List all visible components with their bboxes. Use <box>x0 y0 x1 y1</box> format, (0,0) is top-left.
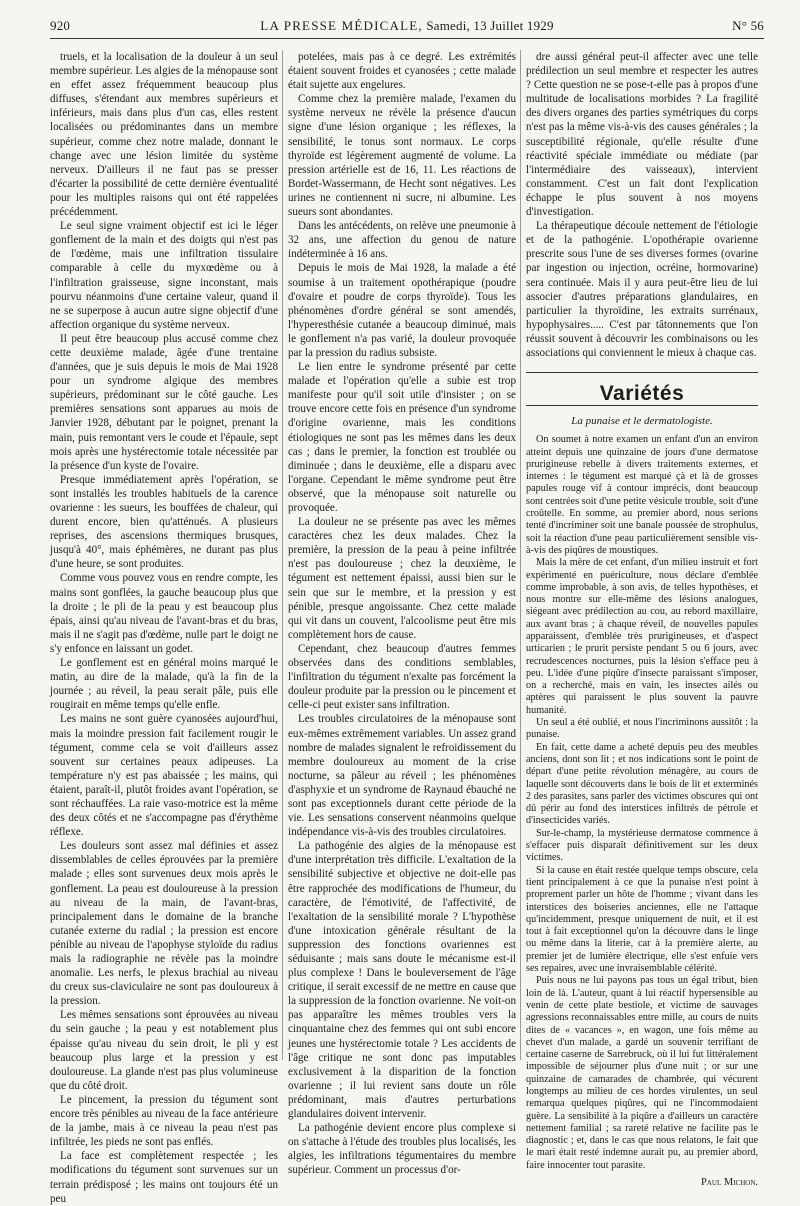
issue-number: N° 56 <box>732 18 764 33</box>
paragraph: Les mains ne sont guère cyanosées aujourd'hui, mais la moindre pression fait facilement rougir le tégument, comme cela se voit d'ailleurs assez souvent sur certaines peaux adipeuses. La température n'y est pas abaissée ; les mains, qui étaient, paraît-il, plutôt froides avant l'opération, se sont réchauffées. La raie vaso-motrice est la même des deux côtés et ne s'accompagne pas d'érythème réflexe. <box>50 713 278 839</box>
section-title-rule <box>526 405 758 406</box>
paragraph: La pathogénie devient encore plus complexe si on s'attache à l'étude des troubles plus localisés, les algies, les infiltrations tégumentaires du membre supérieur. Comment un processus d'or- <box>288 1122 516 1177</box>
paragraph: Les mêmes sensations sont éprouvées au niveau du sein gauche ; la peau y est notablement plus épaisse qu'au niveau du sein droit, le pli y est beaucoup plus large et la pression y est douloureuse. La glande n'est pas plus volumineuse que du côté droit. <box>50 1009 278 1092</box>
paragraph: Comme chez la première malade, l'examen du système nerveux ne révèle la présence d'aucun signe d'une lésion organique ; les réflexes, la sensibilité, le tonus sont normaux. Le corps thyroïde est légèrement augmenté de volume. La pression artérielle est de 16, 11. Les réactions de Bordet-Wassermann, de Hecht sont négatives. Les urines ne contiennent ni sucre, ni albumine. Les sueurs sont abondantes. <box>288 93 516 219</box>
column-rule <box>282 50 283 1060</box>
column-3 <box>526 50 758 1190</box>
paragraph: Il peut être beaucoup plus accusé comme chez cette deuxième malade, âgée d'une trentaine d'années, que je suis depuis le mois de Mai 1928 pour un syndrome algique des membres supérieurs, prédominant sur le côté gauche. Les premières sensations sont apparues au mois de Janvier 1928, débutant par le poignet, prenant la main, puis remontant vers le coude et l'épaule, sept mois après une hystérectomie totale nécessitée par la présence d'un kyste de l'ovaire. <box>50 332 278 472</box>
publication-name: LA PRESSE MÉDICALE, <box>260 18 423 33</box>
section-title: Variétés <box>599 382 685 406</box>
column-2 <box>288 50 516 1178</box>
article-title: La punaise et le dermatologiste. <box>571 415 713 428</box>
paragraph: Un seul a été oublié, et nous l'incriminons aussitôt : la punaise. <box>526 717 758 741</box>
paragraph: Comme vous pouvez vous en rendre compte, les mains sont gonflées, la gauche beaucoup plus que la droite ; le pli de la peau y est beaucoup plus épais, ainsi qu'au niveau de l'avant-bras et du bras, mais il ne s'agit pas d'œdème, nulle part le doigt ne s'y enfonce en laissant un godet. <box>50 572 278 655</box>
article-body <box>526 434 758 1172</box>
section-divider <box>526 372 758 373</box>
paragraph: On soumet à notre examen un enfant d'un an environ atteint depuis une quinzaine de jours d'une dermatose prurigineuse rebelle à divers traitements externes, et internes : le tégument est marqué çà et là de grosses papules rouge vif à contour imprécis, dont beaucoup sont centrées soit d'une petite vésicule trouble, soit d'une croûtelle. En somme, au premier abord, nous serions tenté d'incriminer soit une banale poussée de strophulus, soit la réaction d'une peau particulièrement sensible vis-à-vis des piqûres de moustiques. <box>526 434 758 556</box>
paragraph: dre aussi général peut-il affecter avec une telle prédilection un seul membre et respecter les autres ? Cette question ne se pose-t-elle pas à propos d'une multitude de localisations morbides ? La fragilité des divers organes des parties symétriques du corps n'est pas la même vis-à-vis des causes générales ; la susceptibilité régionale, qu'elle résulte d'une réactivité spéciale immédiate ou médiate (par l'intermédiaire des vaisseaux), intervient constamment. C'est un fait dont l'explication échappe le plus souvent à nos moyens d'investigation. <box>526 51 758 219</box>
paragraph: Mais la mère de cet enfant, d'un milieu instruit et fort expérimenté en puériculture, nous déclare d'emblée comme improbable, à son avis, de telles hypothèses, et nous montre sur elle-même des lésions analogues, siégeant avec prédilection au cou, au rebord maxillaire, aux avant bras ; à chaque réveil, de nouvelles papules apparaissent, d'emblée très prurigineuses, et d'aspect urticarien ; le prurit persiste pendant 5 ou 6 jours, avec recrudescences nocturnes, puis la lésion s'efface peu à peu. L'idée d'une piqûre d'insecte paraissant s'imposer, on a recherché, mais en vain, les insectes ailés ou aptères qui paraissent le plus souvent la pauvre humanité. <box>526 557 758 716</box>
paragraph: Les douleurs sont assez mal définies et assez dissemblables de celles éprouvées par la première malade ; elles sont survenues deux mois après le gonflement. La peau est douloureuse à la pression au niveau de la main, de l'avant-bras, principalement dans le domaine de la branche cutanée externe du radial ; la pression est encore pénible au niveau de l'apophyse styloïde du radius mais la radiographie ne révèle pas la moindre anomalie. Les nerfs, le plexus brachial au niveau du creux sus-claviculaire ne sont pas douloureux à la pression. <box>50 840 278 1008</box>
paragraph: Le pincement, la pression du tégument sont encore très pénibles au niveau de la face antérieure de la jambe, mais à ce niveau la peau n'est pas infiltrée, les pieds ne sont pas enflés. <box>50 1093 278 1149</box>
page-number: 920 <box>50 18 71 33</box>
paragraph: La douleur ne se présente pas avec les mêmes caractères chez les deux malades. Chez la première, la pression de la peau à peine infiltrée n'est pas douloureuse ; chez la deuxième, le tégument est nettement épaissi, aussi bien sur le sein que sur le membre, et la pression y est pénible, presque angoissante. Chez cette malade qui vit dans un couvent, l'alcoolisme peut être mis complètement hors de cause. <box>288 516 516 641</box>
issue-date: Samedi, 13 Juillet 1929 <box>426 18 554 33</box>
column-1 <box>50 50 278 1206</box>
paragraph: Le lien entre le syndrome présenté par cette malade et l'opération qu'elle a subie est trop manifeste pour qu'il soit utile d'insister ; on se trouve encore cette fois en présence d'un syndrome d'origine ovarienne, mais les conditions étiologiques ne sont pas les mêmes dans les deux cas ; dans le premier, la fonction est troublée ou diminuée ; dans le deuxième, elle a disparu avec l'organe. Cependant le même syndrome peut être observé, que la ménopause soit naturelle ou provoquée. <box>288 361 516 514</box>
author-signature: Paul Michon. <box>701 1177 758 1189</box>
paragraph: Les troubles circulatoires de la ménopause sont eux-mêmes extrêmement variables. Un assez grand nombre de malades signalent le refroidissement du membre douloureux au moment de la crise nocturne, sa pâleur au réveil ; les phénomènes d'asphyxie et un syndrome de Raynaud ébauché ne sont pas exceptionnels durant cette période de la vie. Les sensations conservent néanmoins quelque indépendance vis-à-vis des troubles circulatoires. <box>288 713 516 839</box>
paragraph: Sur-le-champ, la mystérieuse dermatose commence à s'effacer puis disparaît définitivement sur les deux victimes. <box>526 827 758 864</box>
paragraph: La pathogénie des algies de la ménopause est d'une interprétation très difficile. L'exaltation de la sensibilité subjective et objective ne doit-elle pas être rapprochée des modifications de l'humeur, du caractère, de l'émotivité, de l'affectivité, de l'exaltation de la sensibilité morale ? L'hypothèse d'une intoxication générale résultant de la suppression des fonctions ovariennes est séduisante ; mais sans doute le mécanisme est-il plus complexe ! Dans le bouleversement de l'âge critique, il serait excessif de ne mettre en cause que la suppression de la fonction ovarienne. Ne voit-on pas apparaître les mêmes troubles vers la cinquantaine chez des femmes qui ont subi encore jeunes une hystérectomie totale ? Les accidents de l'âge critique ne sont donc pas imputables exclusivement à la disparition de la fonction ovarienne ; il lui revient sans doute un rôle prédominant, mais d'autres perturbations glandulaires doivent intervenir. <box>288 840 516 1121</box>
article-conclusion <box>526 50 758 360</box>
paragraph: Dans les antécédents, on relève une pneumonie à 32 ans, une affection du genou de nature indéterminée à 16 ans. <box>288 220 516 261</box>
paragraph: En fait, cette dame a acheté depuis peu des meubles anciens, dont son lit ; et nos indications sont le point de départ d'une petite révolution ménagère, au cours de laquelle sont découverts dans le bois de lit et exterminés 2 des parasites, sans parler des victimes obscures qui ont dû périr au fond des interstices infiltrés de pétrole et d'insecticides variés. <box>526 741 758 827</box>
page-header <box>50 16 764 39</box>
paragraph: Le gonflement est en général moins marqué le matin, au dire de la malade, qu'à la fin de la journée ; au réveil, la peau serait pâle, puis elle rougirait en même temps qu'elle enfle. <box>50 657 278 712</box>
running-title <box>50 18 764 34</box>
paragraph: Si la cause en était restée quelque temps obscure, cela tient principalement à ce que la punaise n'est point à proprement parler un hôte de l'homme ; vivant dans les interstices des boiseries anciennes, elle ne l'attaque qu'incidemment, presque uniquement de nuit, et il est tout à fait exceptionnel qu'on la découvre dans le linge ou même dans la literie, car à la première alerte, au premier jet de lumière électrique, elle s'est enfuie vers ses repaires, avec une invraisemblable célérité. <box>526 864 758 975</box>
paragraph: La thérapeutique découle nettement de l'étiologie et de la pathogénie. L'opothérapie ovarienne prescrite sous l'une de ses diverses formes (ovarine par ingestion ou injection, ocréine, hormovarine) sera continuée. Mais il y aura peut-être lieu de lui associer d'autres préparations glandulaires, en particulier la thyroïdine, les extraits surrénaux, hypophysaires..... C'est par tâtonnements que l'on réussit souvent à découvrir les combinaisons ou les associations qui conviennent le mieux à chaque cas. <box>526 220 758 359</box>
paragraph: potelées, mais pas à ce degré. Les extrémités étaient souvent froides et cyanosées ; cette malade était sujette aux engelures. <box>288 51 516 92</box>
paragraph: truels, et la localisation de la douleur à un seul membre supérieur. Les algies de la ménopause sont en effet assez fréquemment beaucoup plus diffuses, s'étendant aux membres supérieurs et inférieurs, mais dans plus d'un cas, elles restent localisées ou prédominantes dans un membre supérieur, comme chez notre malade, donnant le change avec une lésion limitée du système nerveux. D'ailleurs il ne faut pas se presser d'écarter la possibilité de cette dernière éventualité pour les multiples raisons qui ont été rappelées précédemment. <box>50 51 278 219</box>
paragraph: La face est complètement respectée ; les modifications du tégument sont survenues sur un terrain prédisposé ; les mains ont toujours été un peu <box>50 1150 278 1205</box>
paragraph: Le seul signe vraiment objectif est ici le léger gonflement de la main et des doigts qui n'est pas de l'œdème, mais une infiltration tissulaire comparable à celle du myxœdème ou à l'infiltration graisseuse, signe inconstant, mais pourvu néanmoins d'une certaine valeur, quand il ne se superpose à aucun autre signe objectif d'une affection organique du système nerveux. <box>50 220 278 331</box>
column-rule <box>520 50 521 1060</box>
paragraph: Depuis le mois de Mai 1928, la malade a été soumise à un traitement opothérapique (poudre d'ovaire et poudre de corps thyroïde). Tous les phénomènes d'ordre général se sont amendés, l'hyperesthésie cutanée a beaucoup diminué, mais le gonflement n'a pas varié, la douleur provoquée par la pression du radius subsiste. <box>288 262 516 359</box>
paragraph: Puis nous ne lui payons pas tous un égal tribut, bien loin de là. L'auteur, quant à lui réactif hypersensible au venin de cette plate bestiole, et victime de sauvages agressions reconnaissables entre mille, au cours de nuits dites de « vacances », en wagon, une fois même au chevet d'un malade, a gardé un souvenir terrifiant de certaine caserne de Sarrebruck, où il lui fut littéralement impossible de séjourner plus d'une nuit ; or sur une quinzaine de camarades de chambrée, qui vécurent longtemps au milieu de ces hordes virulentes, un seul remarqua quelques piqûres, qui ne l'incommodaient guère. La sensibilité à la piqûre a d'ailleurs un caractère nettement familial ; sa rareté relative ne facilite pas le diagnostic ; et, dans le cas que nous relatons, le fait que le mari était resté indemne aurait pu, au premier abord, faire innocenter tout parasite. <box>526 975 758 1171</box>
paragraph: Presque immédiatement après l'opération, se sont installés les troubles habituels de la carence ovarienne : les sueurs, les bouffées de chaleur, qui durent encore, bien qu'atténués. A plusieurs reprises, des ascensions thermiques brusques, jusqu'à 40°, mais éphémères, ne durant pas plus d'une heure, se sont produites. <box>50 473 278 571</box>
paragraph: Cependant, chez beaucoup d'autres femmes observées dans des conditions semblables, l'infiltration du tégument n'exalte pas forcément la douleur produite par la pression ou le pincement et celle-ci peut exister sans infiltration. <box>288 642 516 712</box>
